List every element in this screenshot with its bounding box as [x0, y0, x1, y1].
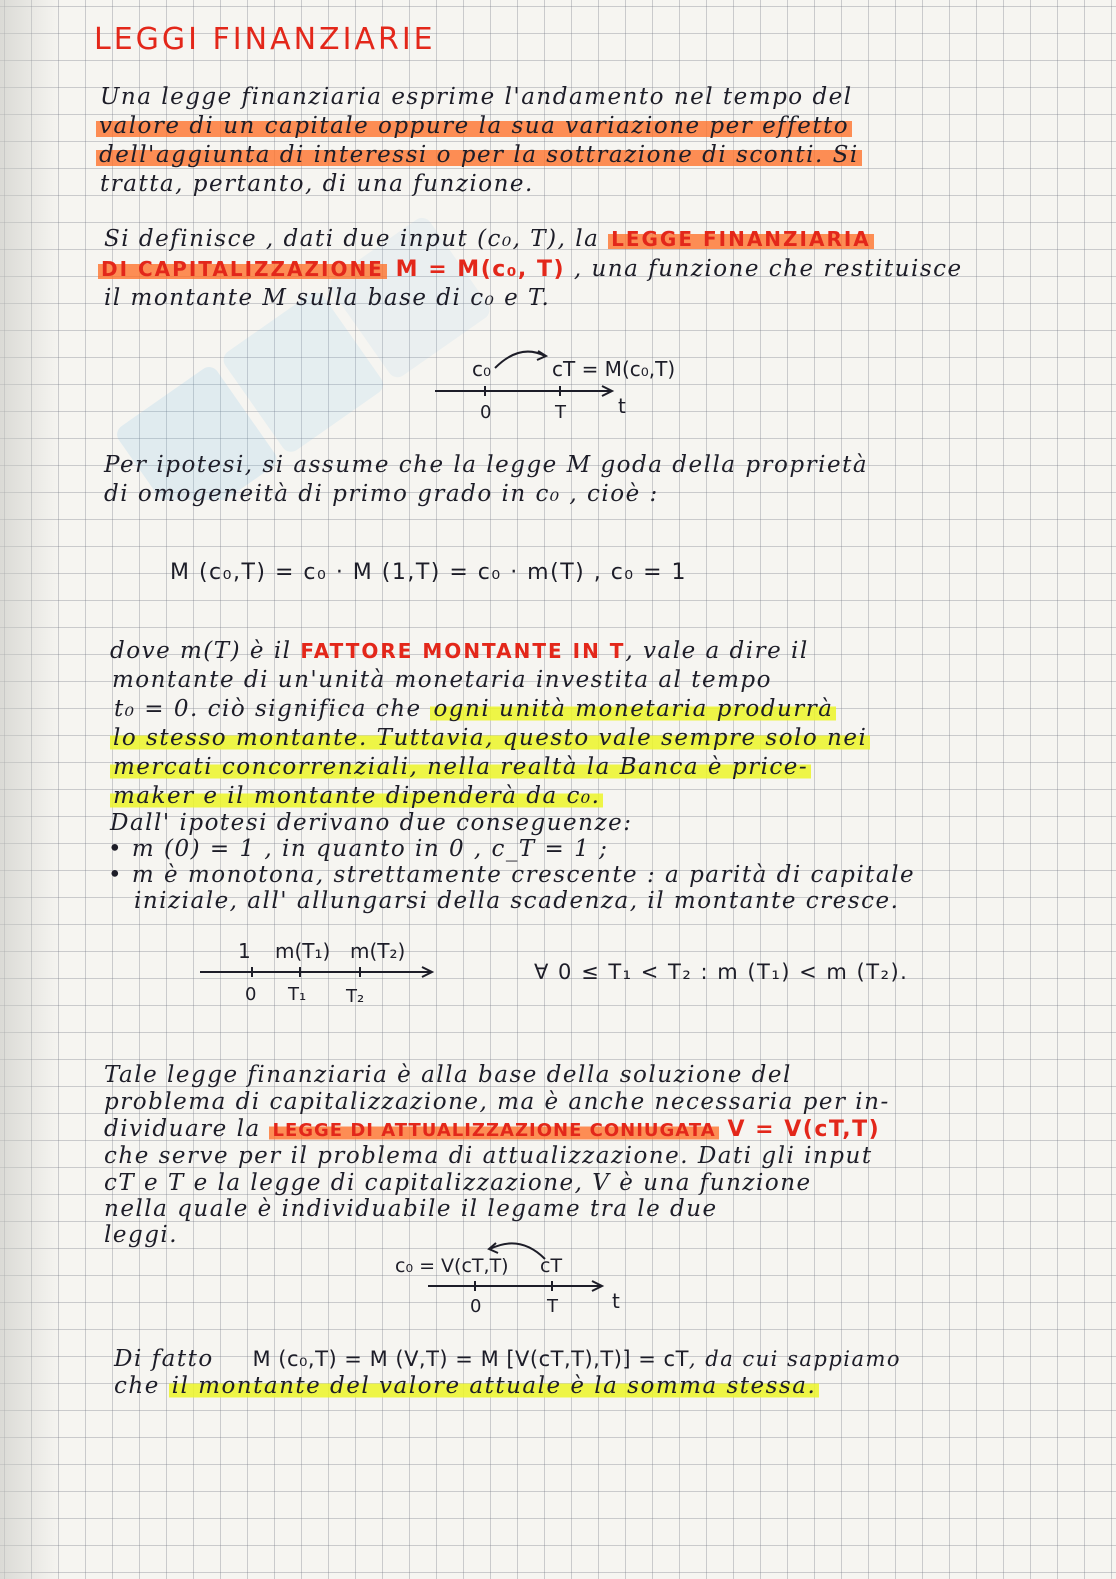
p2-line-3: il montante M sulla base di c₀ e T.: [104, 285, 551, 311]
p4-line-6-highlight: maker e il montante dipenderà da c₀.: [110, 783, 603, 809]
p4-line-7: Dall' ipotesi derivano due conseguenze:: [110, 810, 633, 836]
montante-growth-timeline: [190, 930, 460, 1015]
p2-line-2: [98, 256, 963, 282]
p5-line-6: nella quale è individuabile il legame tra le due: [104, 1196, 718, 1222]
bullet-item-1: • m (0) = 1 , in quanto in 0 , c_T = 1 ;: [108, 836, 609, 862]
monotonicity-condition: ∀ 0 ≤ T₁ < T₂ : m (T₁) < m (T₂).: [534, 960, 909, 984]
p4-line-2: montante di un'unità monetaria investita al tempo: [112, 667, 772, 693]
p4-line-4-highlight: lo stesso montante. Tuttavia, questo vale sempre solo nei: [110, 725, 870, 751]
formula-montante: M = M(c₀, T): [395, 257, 566, 282]
p1-line-1: [100, 84, 853, 110]
growth-label-1: 1: [238, 939, 251, 963]
formula-valore-attuale: V = V(cT,T): [727, 1117, 881, 1142]
p1-line-3-highlight: dell'aggiunta di interessi o per la sottrazione di sconti. Si: [96, 142, 862, 168]
conjugate-identity-formula: M (c₀,T) = M (V,T) = M [V(cT,T),T)] = cT: [252, 1347, 689, 1371]
term-legge-attualizzazione-coniugata: LEGGE DI ATTUALIZZAZIONE CONIUGATA: [269, 1120, 718, 1141]
discount-tick-label-0: 0: [470, 1296, 482, 1317]
term-di-capitalizzazione: DI CAPITALIZZAZIONE: [98, 257, 387, 281]
p5-line-4: che serve per il problema di attualizzazione. Dati gli input: [104, 1143, 873, 1169]
p2-line-1-text: Si definisce , dati due input (c₀, T), la: [104, 226, 600, 252]
p1-line-4: tratta, pertanto, di una funzione.: [100, 171, 534, 197]
p4-line-3-text: t₀ = 0. ciò significa che: [114, 696, 422, 722]
growth-label-mT2: m(T₂): [350, 939, 406, 963]
growth-tick-label-T1: T₁: [288, 984, 307, 1005]
p6-line-1: [114, 1346, 901, 1372]
p5-line-3-text: dividuare la: [104, 1116, 261, 1142]
bullet-item-2-cont: iniziale, all' allungarsi della scadenza, il montante cresce.: [134, 888, 900, 914]
discount-end-label: cT: [540, 1255, 563, 1277]
p5-line-2: problema di capitalizzazione, ma è anche necessaria per in-: [104, 1089, 890, 1115]
discount-start-label: c₀ = V(cT,T): [395, 1255, 509, 1277]
p4-line-3: [114, 696, 836, 722]
timeline-tick-label-T: T: [555, 402, 566, 423]
p1-line-2: [96, 113, 852, 139]
p2-line-1: [104, 226, 874, 252]
p4-line-6: [110, 783, 603, 809]
p5-line-3: [104, 1116, 880, 1142]
p4-line-1: [110, 638, 809, 664]
p6-line-2-text: che: [114, 1373, 160, 1399]
p1-line-3: [96, 142, 862, 168]
timeline-start-label: c₀: [472, 357, 492, 381]
term-fattore-montante: FATTORE MONTANTE IN T: [300, 639, 626, 663]
p2-line-2-text: , una funzione che restituisce: [573, 256, 963, 282]
p4-line-1-text: dove m(T) è il: [110, 638, 292, 664]
p5-line-5: cT e T e la legge di capitalizzazione, V è una funzione: [104, 1170, 812, 1196]
p4-line-5: [110, 754, 811, 780]
p5-line-1: Tale legge finanziaria è alla base della soluzione del: [104, 1062, 792, 1088]
discount-tick-label-T: T: [547, 1296, 558, 1317]
p4-line-4: [110, 725, 870, 751]
term-legge-finanziaria: LEGGE FINANZIARIA: [608, 227, 874, 251]
discount-axis-label: t: [612, 1289, 620, 1313]
capitalization-arrow-head: [537, 351, 546, 360]
page-title: LEGGI FINANZIARIE: [94, 22, 436, 57]
p4-line-5-highlight: mercati concorrenziali, nella realtà la Banca è price-: [110, 754, 811, 780]
timeline-end-label: cT = M(c₀,T): [552, 357, 676, 381]
growth-label-mT1: m(T₁): [275, 939, 331, 963]
p6-line-2: [114, 1373, 819, 1399]
timeline-axis-label: t: [618, 394, 626, 418]
growth-tick-label-T2: T₂: [346, 986, 365, 1007]
p6-line-1-text: Di fatto: [114, 1346, 214, 1372]
p1-line-2-highlight: valore di un capitale oppure la sua variazione per effetto: [96, 113, 852, 139]
p1-line-1-text: Una legge finanziaria esprime l'andamento nel tempo del: [100, 84, 853, 110]
homogeneity-formula: M (c₀,T) = c₀ · M (1,T) = c₀ · m(T) , c₀ = 1: [170, 560, 688, 585]
p5-line-7: leggi.: [104, 1222, 179, 1248]
timeline-tick-label-0: 0: [480, 402, 492, 423]
p6-line-1-post: , da cui sappiamo: [688, 1347, 902, 1371]
page-binding-shadow: [0, 0, 60, 1579]
growth-tick-label-0: 0: [245, 984, 257, 1005]
discounting-timeline: [390, 1234, 650, 1319]
p3-line-1: Per ipotesi, si assume che la legge M goda della proprietà: [104, 452, 869, 478]
p4-line-1-post: , vale a dire il: [625, 638, 809, 664]
p6-line-2-highlight: il montante del valore attuale è la somma stessa.: [169, 1373, 820, 1399]
p4-line-3-highlight: ogni unità monetaria produrrà: [430, 696, 836, 722]
capitalization-timeline: [420, 338, 700, 428]
bullet-item-2: • m è monotona, strettamente crescente : a parità di capitale: [108, 862, 916, 888]
p3-line-2: di omogeneità di primo grado in c₀ , cioè :: [104, 481, 659, 507]
